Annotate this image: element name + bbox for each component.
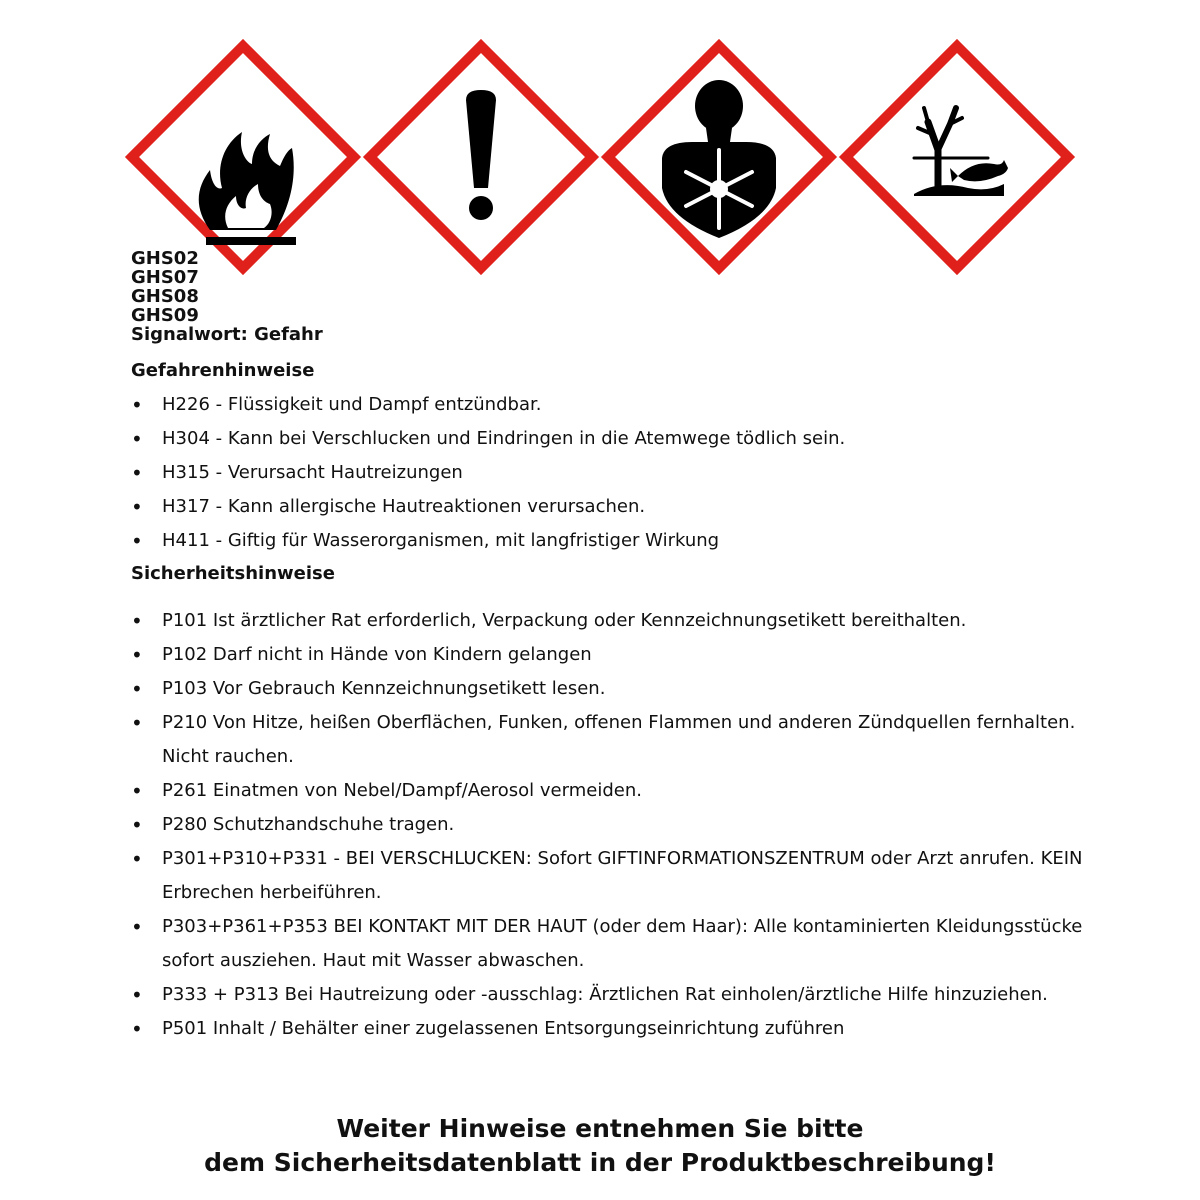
health-hazard-icon [600,38,838,276]
precautionary-statement: • P210 Von Hitze, heißen Oberflächen, Funken, offenen Flammen und anderen Zündquellen fernhalten. Nicht rauchen. [131,706,1111,774]
ghs-code: GHS09 [131,305,199,326]
flame-icon [124,38,362,276]
footer-line-1: Weiter Hinweise entnehmen Sie bitte [336,1114,864,1143]
hazard-statement: • H317 - Kann allergische Hautreaktionen verursachen. [131,490,1111,524]
precautionary-statements-list [131,604,1111,1046]
ghs-code: GHS08 [131,286,199,307]
precautionary-statement: • P303+P361+P353 BEI KONTAKT MIT DER HAUT (oder dem Haar): Alle kontaminierten Kleidungsstücke sofort ausziehen. Haut mit Wasser abwaschen. [131,910,1111,978]
precautionary-statement: • P280 Schutzhandschuhe tragen. [131,808,1111,842]
footer-note [0,1112,1200,1180]
precautionary-statement: • P501 Inhalt / Behälter einer zugelassenen Entsorgungseinrichtung zuführen [131,1012,1111,1046]
signal-word: Signalwort: Gefahr [131,324,323,345]
ghs-code: GHS07 [131,267,199,288]
ghs-code-list [131,249,323,344]
precautionary-statements-title: Sicherheitshinweise [131,563,335,584]
hazard-statement: • H315 - Verursacht Hautreizungen [131,456,1111,490]
hazard-statement: • H226 - Flüssigkeit und Dampf entzündbar. [131,388,1111,422]
precautionary-statement: • P103 Vor Gebrauch Kennzeichnungsetikett lesen. [131,672,1111,706]
ghs-code: GHS02 [131,248,199,269]
hazard-statements-title: Gefahrenhinweise [131,360,315,381]
hazard-statement: • H411 - Giftig für Wasserorganismen, mit langfristiger Wirkung [131,524,1111,558]
hazard-statement: • H304 - Kann bei Verschlucken und Eindringen in die Atemwege tödlich sein. [131,422,1111,456]
environment-icon [838,38,1076,276]
footer-line-2: dem Sicherheitsdatenblatt in der Produktbeschreibung! [204,1148,996,1177]
precautionary-statement: • P333 + P313 Bei Hautreizung oder -ausschlag: Ärztlichen Rat einholen/ärztliche Hilfe hinzuziehen. [131,978,1111,1012]
exclamation-mark-icon [362,38,600,276]
precautionary-statement: • P102 Darf nicht in Hände von Kindern gelangen [131,638,1111,672]
hazard-statements-list [131,388,1111,558]
precautionary-statement: • P101 Ist ärztlicher Rat erforderlich, Verpackung oder Kennzeichnungsetikett bereithalten. [131,604,1111,638]
pictogram-row [0,0,1200,290]
precautionary-statement: • P261 Einatmen von Nebel/Dampf/Aerosol vermeiden. [131,774,1111,808]
precautionary-statement: • P301+P310+P331 - BEI VERSCHLUCKEN: Sofort GIFTINFORMATIONSZENTRUM oder Arzt anrufen. KEIN Erbrechen herbeiführen. [131,842,1111,910]
